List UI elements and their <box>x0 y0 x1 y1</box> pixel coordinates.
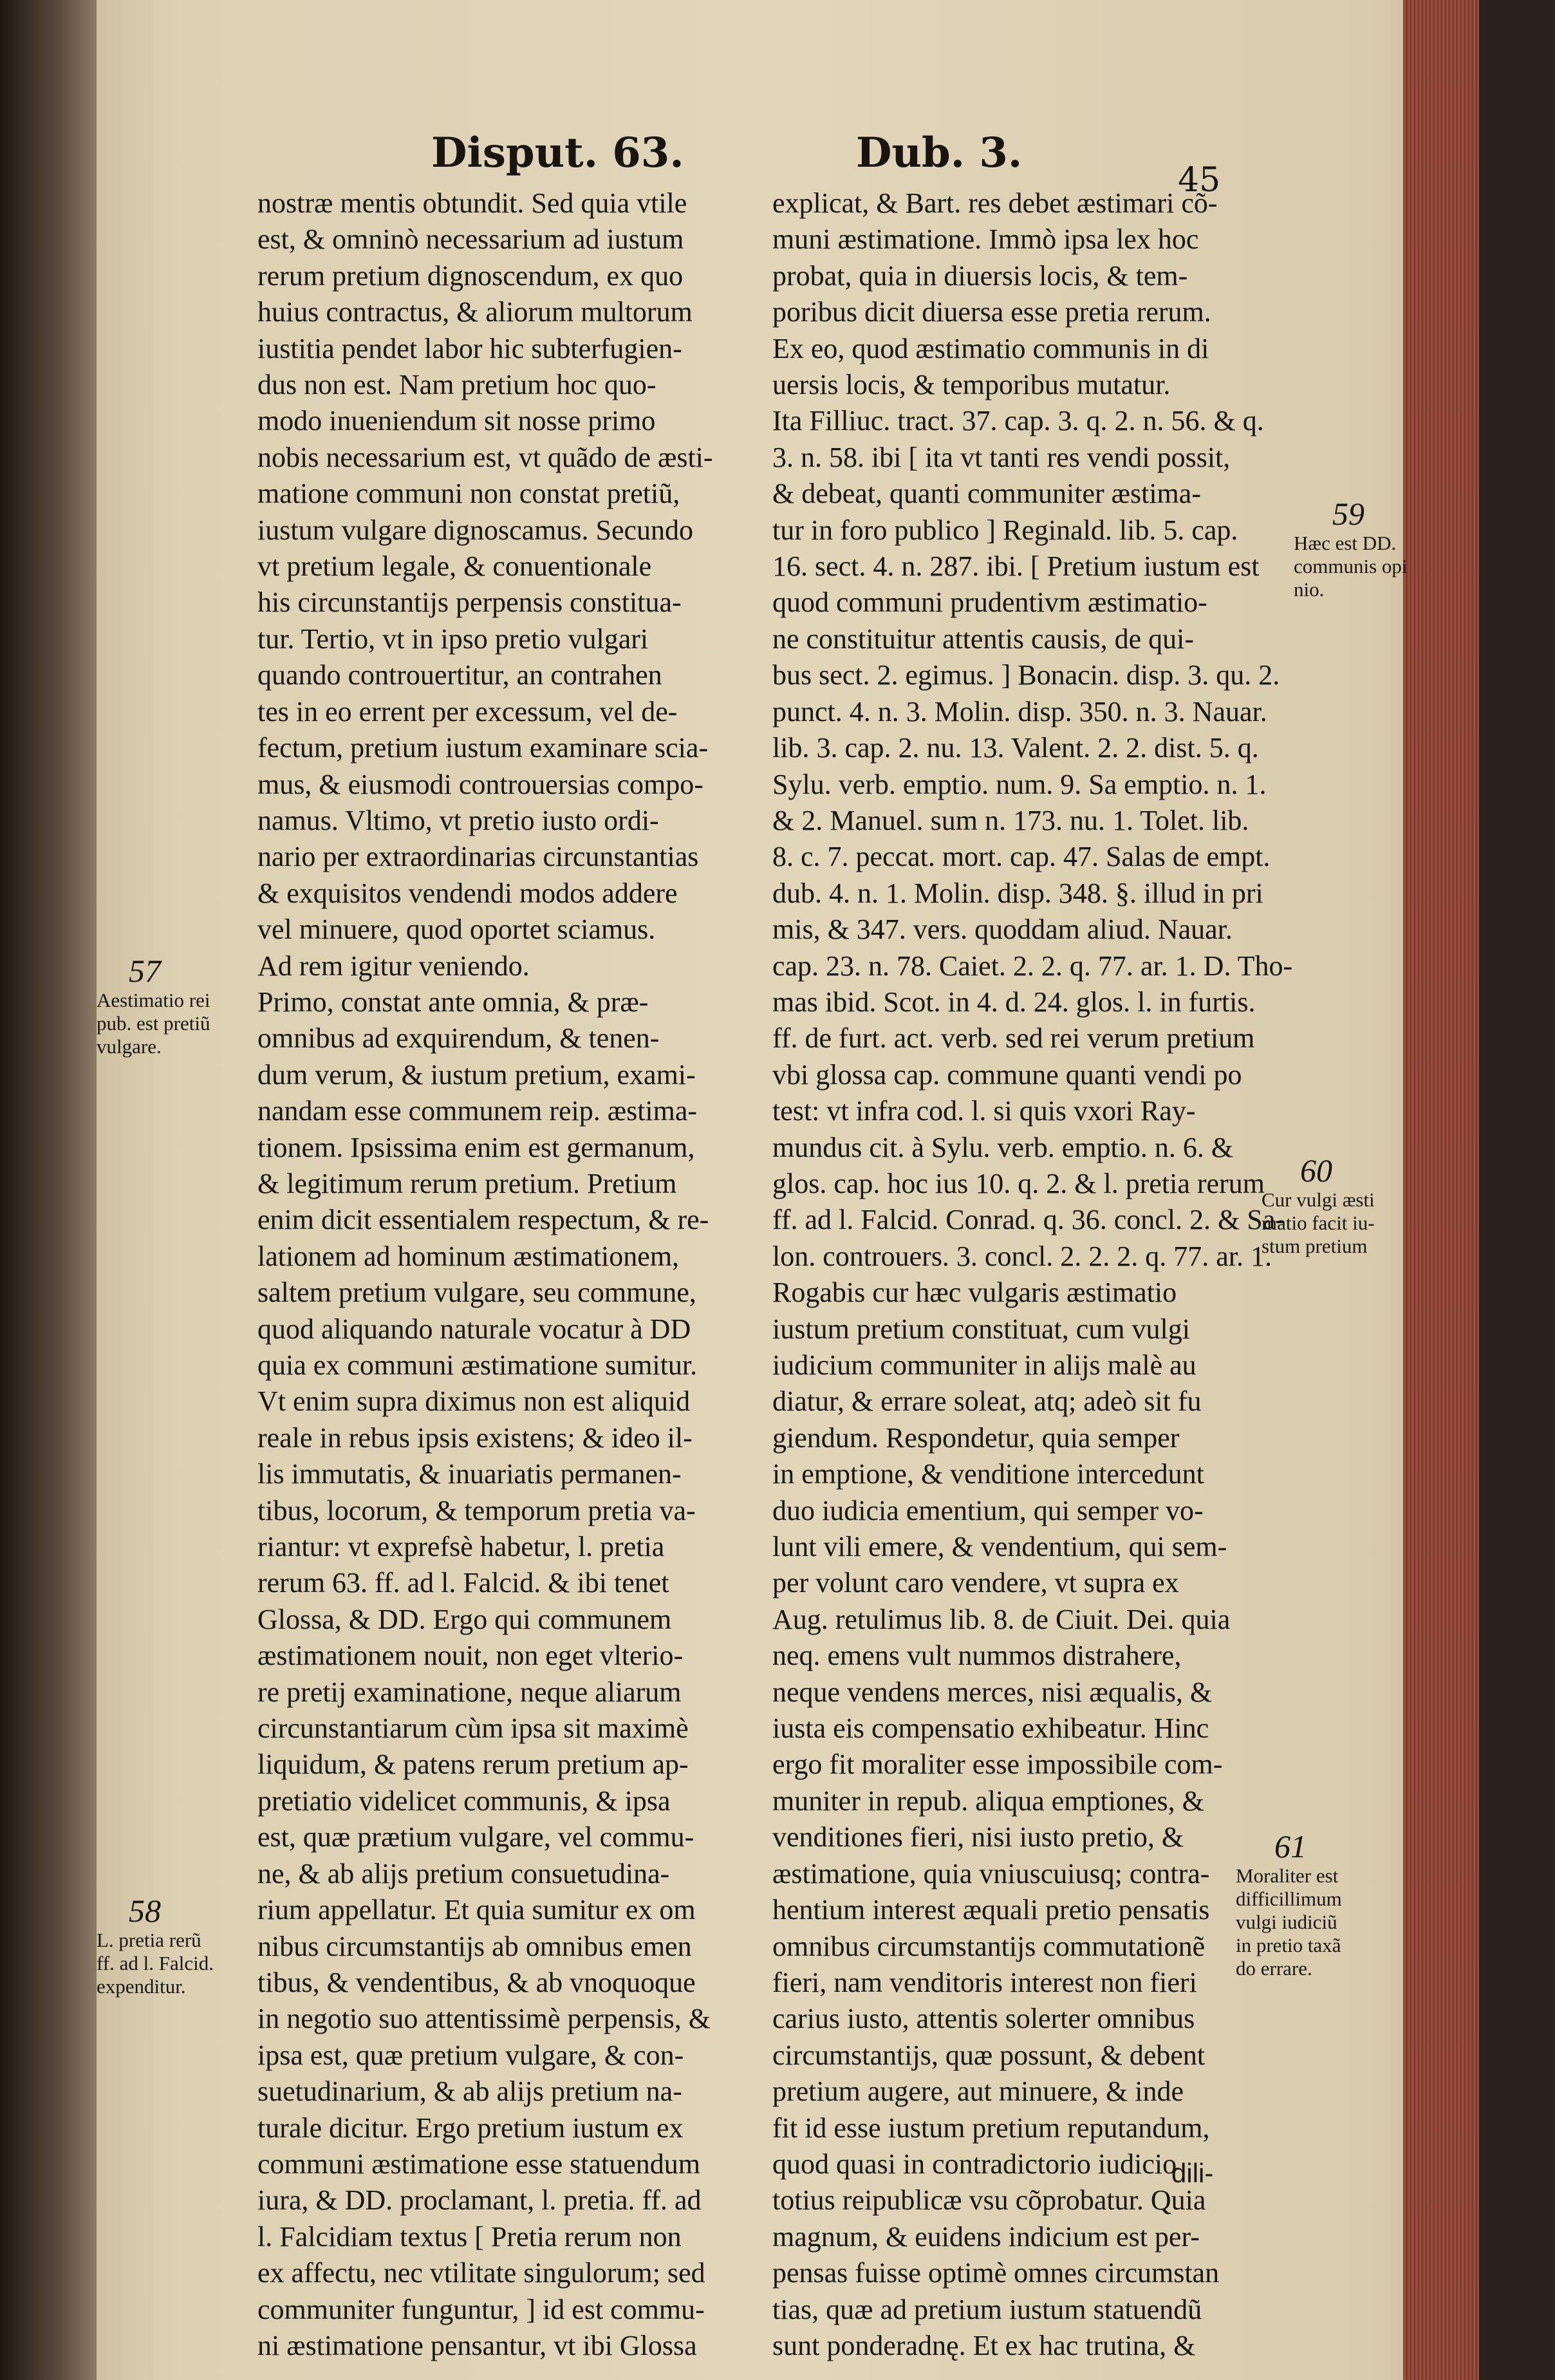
text-line: iustitia pendet labor hic subterfugien- <box>257 332 682 364</box>
text-line: nibus circumstantijs ab omnibus emen <box>257 1930 692 1962</box>
text-line: ff. de furt. act. verb. sed rei verum pretium <box>772 1022 1255 1054</box>
text-line: nobis necessarium est, vt quãdo de æsti- <box>257 441 713 473</box>
text-line: uersis locis, & temporibus mutatur. <box>772 369 1171 401</box>
text-line: quia ex communi æstimatione sumitur. <box>257 1349 698 1381</box>
text-line: 16. sect. 4. n. 287. ibi. [ Pretium iustum est <box>772 550 1260 583</box>
text-line: pretiatio videlicet communis, & ipsa <box>257 1785 671 1817</box>
text-line: Ita Filliuc. tract. 37. cap. 3. q. 2. n. 56. & q. <box>772 405 1264 437</box>
margin-note-59 <box>1294 496 1408 601</box>
text-line: lunt vili emere, & vendentium, qui sem- <box>772 1531 1227 1563</box>
text-line: Vt enim supra diximus non est aliquid <box>257 1385 691 1418</box>
text-line: cap. 23. n. 78. Caiet. 2. 2. q. 77. ar. 1. D. Tho- <box>772 950 1293 982</box>
margin-note-number: 60 <box>1300 1152 1332 1188</box>
text-line: rerum pretium dignoscendum, ex quo <box>257 259 684 292</box>
text-line: diatur, & errare soleat, atq; adeò sit fu <box>772 1385 1202 1418</box>
text-line: test: vt infra cod. l. si quis vxori Ray- <box>772 1095 1196 1127</box>
text-line: Primo, constat ante omnia, & præ- <box>257 986 649 1018</box>
text-line: omnibus ad exquirendum, & tenen- <box>257 1022 660 1054</box>
margin-note-line: ff. ad l. Falcid. <box>97 1952 214 1974</box>
text-line: muni æstimatione. Immò ipsa lex hoc <box>772 223 1199 256</box>
text-line: ni æstimatione pensantur, vt ibi Glossa <box>257 2329 697 2361</box>
text-line: muniter in repub. aliqua emptiones, & <box>772 1785 1204 1817</box>
text-line: bus sect. 2. egimus. ] Bonacin. disp. 3. qu. 2. <box>772 659 1280 691</box>
running-head-left: Disput. 63. <box>431 129 684 177</box>
margin-note-line: stum pretium <box>1262 1235 1368 1257</box>
text-line: omnibus circumstantijs commutationẽ <box>772 1930 1206 1962</box>
text-line: communi æstimatione esse statuendum <box>257 2148 701 2180</box>
text-line: æstimatione, quia vniuscuiusq; contra- <box>772 1857 1210 1889</box>
text-line: giendum. Respondetur, quia semper <box>772 1421 1180 1454</box>
margin-note-line: in pretio taxã <box>1236 1934 1341 1956</box>
text-line: æstimationem nouit, non eget vlterio- <box>257 1640 684 1672</box>
text-line: Ex eo, quod æstimatio communis in di <box>772 332 1209 364</box>
margin-note-57 <box>97 953 210 1058</box>
text-line: & 2. Manuel. sum n. 173. nu. 1. Tolet. lib. <box>772 804 1249 836</box>
text-line: enim dicit essentialem respectum, & re- <box>257 1204 709 1236</box>
text-line: tur in foro publico ] Reginald. lib. 5. cap. <box>772 514 1238 546</box>
text-line: totius reipublicæ vsu cõprobatur. Quia <box>772 2184 1206 2216</box>
text-line: modo inueniendum sit nosse primo <box>257 405 656 437</box>
text-line: nario per extraordinarias circunstantias <box>257 841 699 873</box>
text-line: reale in rebus ipsis existens; & ideo il- <box>257 1421 693 1454</box>
text-line: Sylu. verb. emptio. num. 9. Sa emptio. n. 1. <box>772 768 1267 800</box>
text-line: neq. emens vult nummos distrahere, <box>772 1640 1182 1672</box>
text-line: tias, quæ ad pretium iustum statuendũ <box>772 2293 1202 2325</box>
text-line: matione communi non constat pretiũ, <box>257 478 680 510</box>
text-line: & debeat, quanti communiter æstima- <box>772 478 1201 510</box>
text-line: poribus dicit diuersa esse pretia rerum. <box>772 296 1211 328</box>
text-line: explicat, & Bart. res debet æstimari cõ- <box>772 187 1218 219</box>
text-line: iura, & DD. proclamant, l. pretia. ff. ad <box>257 2184 702 2216</box>
text-line: quod aliquando naturale vocatur à DD <box>257 1313 691 1345</box>
text-line: & legitimum rerum pretium. Pretium <box>257 1167 677 1199</box>
text-line: iustum vulgare dignoscamus. Secundo <box>257 514 694 546</box>
margin-note-line: matio facit iu- <box>1262 1212 1375 1234</box>
text-line: rium appellatur. Et quia sumitur ex om <box>257 1894 696 1926</box>
text-line: nostræ mentis obtundit. Sed quia vtile <box>257 187 687 219</box>
text-line: lationem ad hominum æstimationem, <box>257 1240 680 1272</box>
right-text-column <box>772 185 1292 2364</box>
text-line: glos. cap. hoc ius 10. q. 2. & l. pretia rerum <box>772 1167 1265 1199</box>
margin-note-line: difficillimum <box>1236 1888 1342 1910</box>
text-line: pretium augere, aut minuere, & inde <box>772 2075 1184 2108</box>
margin-note-line: vulgi iudiciũ <box>1236 1911 1337 1933</box>
text-line: dub. 4. n. 1. Molin. disp. 348. §. illud in pri <box>772 877 1263 909</box>
margin-note-line: Cur vulgi æsti <box>1262 1188 1375 1211</box>
text-line: tibus, locorum, & temporum pretia va- <box>257 1494 696 1526</box>
text-line: vt pretium legale, & conuentionale <box>257 550 652 583</box>
margin-note-line: Moraliter est <box>1236 1864 1339 1887</box>
text-line: mundus cit. à Sylu. verb. emptio. n. 6. & <box>772 1131 1234 1163</box>
text-line: pensas fuisse optimè omnes circumstan <box>772 2257 1220 2289</box>
margin-note-number: 59 <box>1332 496 1364 532</box>
book-page <box>97 0 1479 2380</box>
text-line: fectum, pretium iustum examinare scia- <box>257 732 709 764</box>
text-line: namus. Vltimo, vt pretio iusto ordi- <box>257 804 659 836</box>
text-line: probat, quia in diuersis locis, & tem- <box>772 259 1188 292</box>
text-line: re pretij examinatione, neque aliarum <box>257 1676 682 1708</box>
book-spine <box>0 0 97 2380</box>
text-line: lis immutatis, & inuariatis permanen- <box>257 1458 682 1490</box>
text-line: ex affectu, nec vtilitate singulorum; sed <box>257 2257 705 2289</box>
text-line: tionem. Ipsissima enim est germanum, <box>257 1131 695 1163</box>
text-line: neque vendens merces, nisi æqualis, & <box>772 1676 1213 1708</box>
text-line: fit id esse iustum pretium reputandum, <box>772 2112 1210 2144</box>
text-line: lon. controuers. 3. concl. 2. 2. 2. q. 77. ar. 1. <box>772 1240 1272 1272</box>
text-line: per volunt caro vendere, vt supra ex <box>772 1567 1179 1599</box>
margin-note-line: do errare. <box>1236 1957 1312 1980</box>
margin-note-number: 58 <box>129 1893 161 1929</box>
text-line: saltem pretium vulgare, seu commune, <box>257 1277 696 1309</box>
text-line: est, quæ prætium vulgare, vel commu- <box>257 1821 694 1853</box>
text-line: magnum, & euidens indicium est per- <box>772 2220 1200 2253</box>
text-line: mis, & 347. vers. quoddam aliud. Nauar. <box>772 914 1233 946</box>
text-line: duo iudicia ementium, qui semper vo- <box>772 1494 1204 1526</box>
text-line: sunt ponderadnę. Et ex hac trutina, & <box>772 2329 1196 2361</box>
text-line: rerum 63. ff. ad l. Falcid. & ibi tenet <box>257 1567 669 1599</box>
text-line: venditiones fieri, nisi iusto pretio, & <box>772 1821 1184 1853</box>
margin-note-line: Aestimatio rei <box>97 989 210 1011</box>
text-line: ff. ad l. Falcid. Conrad. q. 36. concl. 2. & Sa- <box>772 1204 1285 1236</box>
text-line: Aug. retulimus lib. 8. de Ciuit. Dei. quia <box>772 1603 1231 1635</box>
text-line: Glossa, & DD. Ergo qui communem <box>257 1603 672 1635</box>
text-line: carius iusto, attentis solerter omnibus <box>772 2003 1195 2035</box>
margin-note-line: communis opi <box>1294 555 1408 577</box>
text-line: dus non est. Nam pretium hoc quo- <box>257 369 656 401</box>
text-line: circumstantijs, quæ possunt, & debent <box>772 2039 1206 2071</box>
text-line: quod communi prudentivm æstimatio- <box>772 586 1207 619</box>
text-line: quando controuertitur, an contrahen <box>257 659 662 691</box>
text-line: ipsa est, quæ pretium vulgare, & con- <box>257 2039 684 2071</box>
text-line: est, & omninò necessarium ad iustum <box>257 223 684 256</box>
text-line: tes in eo errent per excessum, vel de- <box>257 695 678 727</box>
margin-note-60 <box>1262 1152 1375 1258</box>
text-line: communiter funguntur, ] id est commu- <box>257 2293 705 2325</box>
margin-note-line: pub. est pretiũ <box>97 1012 210 1035</box>
text-line: suetudinarium, & ab alijs pretium na- <box>257 2075 682 2108</box>
text-line: Ad rem igitur veniendo. <box>257 950 530 982</box>
text-line: 8. c. 7. peccat. mort. cap. 47. Salas de empt. <box>772 841 1271 873</box>
text-line: quod quasi in contradictorio iudicio <box>772 2148 1177 2180</box>
text-line: iudicium communiter in alijs malè au <box>772 1349 1197 1381</box>
text-line: vbi glossa cap. commune quanti vendi po <box>772 1058 1242 1091</box>
text-line: ergo fit moraliter esse impossibile com- <box>772 1748 1223 1781</box>
text-line: l. Falcidiam textus [ Pretia rerum non <box>257 2220 682 2253</box>
text-line: tibus, & vendentibus, & ab vnoquoque <box>257 1966 696 1998</box>
text-line: riantur: vt exprefsè habetur, l. pretia <box>257 1531 665 1563</box>
text-line: in negotio suo attentissimè perpensis, & <box>257 2003 711 2035</box>
margin-note-number: 61 <box>1274 1828 1307 1864</box>
text-line: iusta eis compensatio exhibeatur. Hinc <box>772 1712 1209 1745</box>
folio-number: 45 <box>1178 161 1221 200</box>
text-line: circunstantiarum cùm ipsa sit maximè <box>257 1712 689 1745</box>
catchword: dili- <box>1171 2158 1214 2188</box>
margin-note-line: vulgare. <box>97 1035 162 1058</box>
text-line: in emptione, & venditione intercedunt <box>772 1458 1204 1490</box>
left-text-column <box>257 185 713 2364</box>
text-line: liquidum, & patens rerum pretium ap- <box>257 1748 689 1781</box>
text-line: iustum pretium constituat, cum vulgi <box>772 1313 1190 1345</box>
text-line: dum verum, & iustum pretium, exami- <box>257 1058 696 1091</box>
text-line: mas ibid. Scot. in 4. d. 24. glos. l. in furtis. <box>772 986 1256 1018</box>
page-edge <box>1403 0 1479 2380</box>
text-line: punct. 4. n. 3. Molin. disp. 350. n. 3. Nauar. <box>772 695 1267 727</box>
margin-note-line: expenditur. <box>97 1975 186 1998</box>
text-line: vel minuere, quod oportet sciamus. <box>257 914 656 946</box>
text-line: lib. 3. cap. 2. nu. 13. Valent. 2. 2. dist. 5. q. <box>772 732 1259 764</box>
running-head-center: Dub. 3. <box>856 129 1023 177</box>
text-line: hentium interest æquali pretio pensatis <box>772 1894 1210 1926</box>
margin-note-61 <box>1236 1828 1342 1980</box>
text-line: huius contractus, & aliorum multorum <box>257 296 693 328</box>
margin-note-number: 57 <box>129 953 161 989</box>
text-line: tur. Tertio, vt in ipso pretio vulgari <box>257 623 649 655</box>
margin-note-58 <box>97 1893 214 1998</box>
text-line: ne, & ab alijs pretium consuetudina- <box>257 1857 670 1889</box>
margin-note-line: L. pretia rerũ <box>97 1929 201 1951</box>
margin-note-line: Hæc est DD. <box>1294 532 1397 554</box>
text-line: ne constituitur attentis causis, de qui- <box>772 623 1194 655</box>
text-line: fieri, nam venditoris interest non fieri <box>772 1966 1197 1998</box>
text-line: mus, & eiusmodi controuersias compo- <box>257 768 703 800</box>
margin-note-line: nio. <box>1294 578 1325 601</box>
text-line: nandam esse communem reip. æstima- <box>257 1095 698 1127</box>
text-line: Rogabis cur hæc vulgaris æstimatio <box>772 1277 1177 1309</box>
text-line: & exquisitos vendendi modos addere <box>257 877 678 909</box>
text-line: 3. n. 58. ibi [ ita vt tanti res vendi possit, <box>772 441 1231 473</box>
text-line: turale dicitur. Ergo pretium iustum ex <box>257 2112 684 2144</box>
text-line: his circunstantijs perpensis constitua- <box>257 586 682 619</box>
